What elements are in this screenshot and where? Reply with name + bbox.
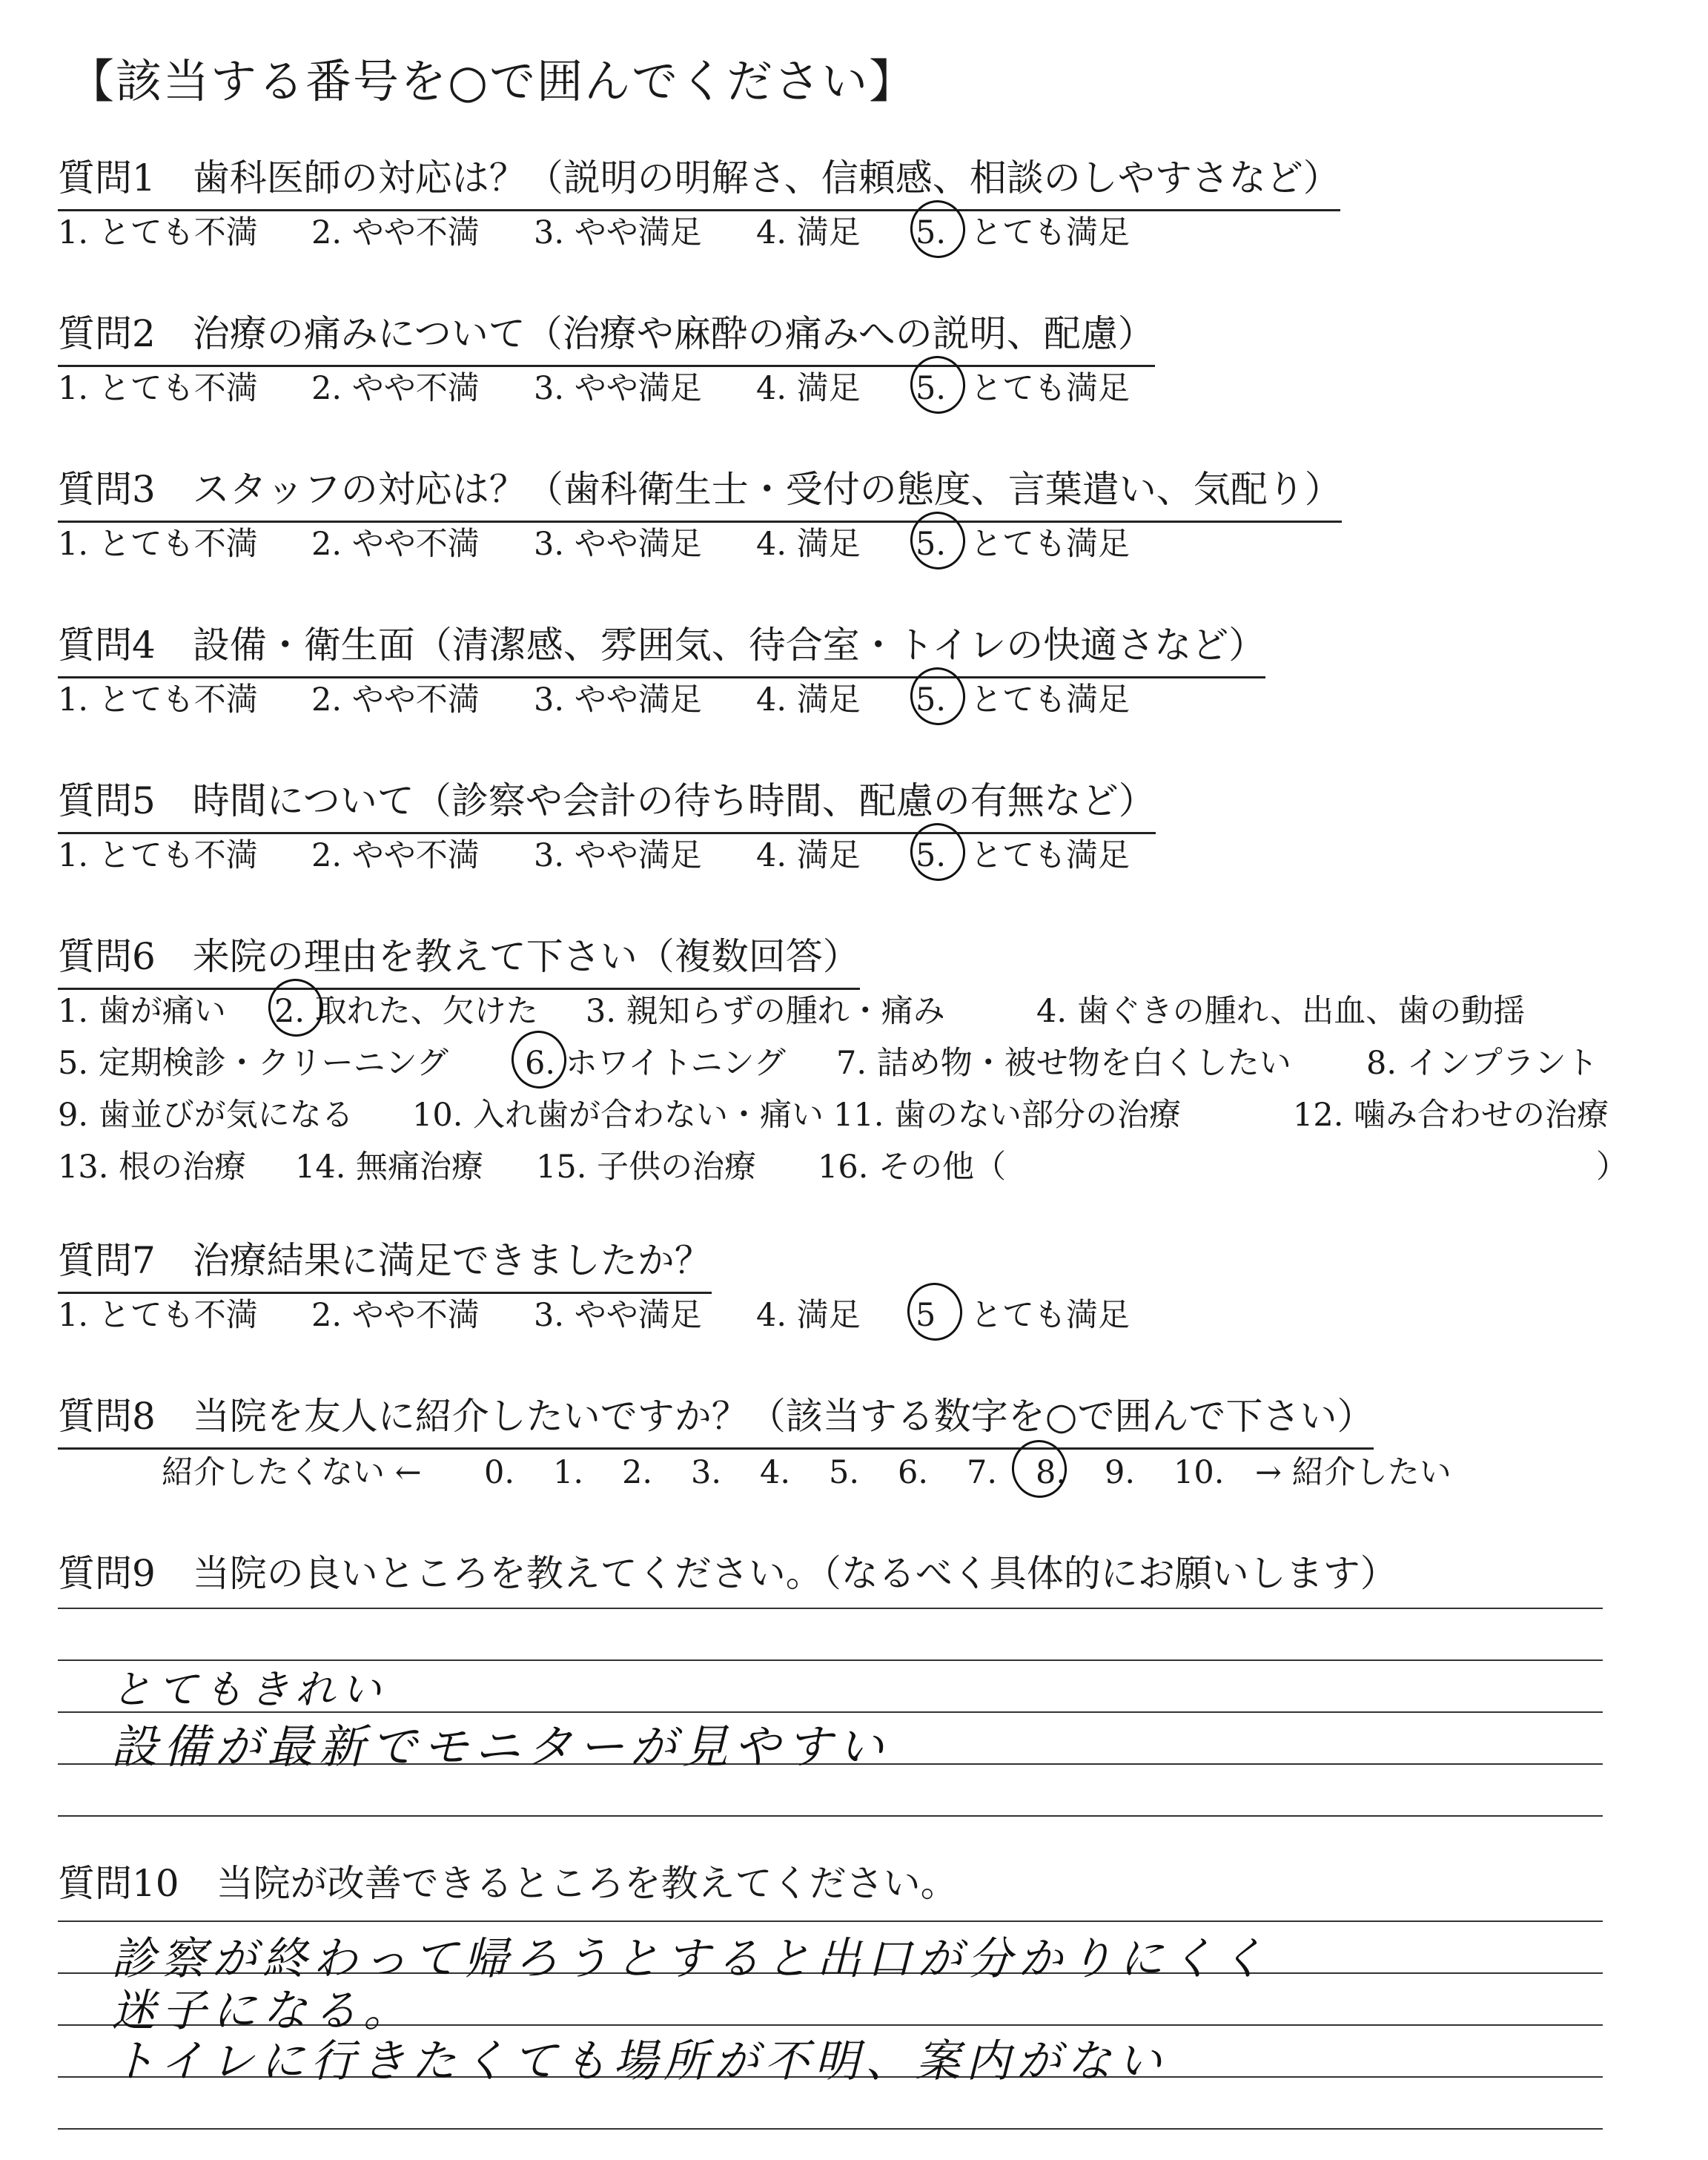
q7-option-5[interactable]: 5 — [916, 1297, 936, 1334]
q8-option-2[interactable]: 2. — [622, 1454, 653, 1491]
q6-row-2 — [58, 1038, 1598, 1083]
q8-left-label: 紹介したくない ← — [162, 1454, 422, 1491]
q6-option-9[interactable]: 9. 歯並びが気になる — [58, 1097, 354, 1134]
question-2: 質問2 治療の痛みについて（治療や麻酔の痛みへの説明、配慮） — [58, 304, 1155, 367]
q3-option-2[interactable]: 2. やや不満 — [311, 526, 480, 563]
q3-option-4[interactable]: 4. 満足 — [756, 526, 861, 563]
q1-option-1[interactable]: 1. とても不満 — [58, 214, 258, 251]
q6-option-16[interactable]: 16. その他（ — [818, 1149, 1007, 1186]
q1-options — [58, 208, 1130, 253]
question-1: 質問1 歯科医師の対応は？（説明の明解さ、信頼感、相談のしやすさなど） — [58, 148, 1340, 211]
q8-option-0[interactable]: 0. — [484, 1454, 515, 1491]
q6-option-2[interactable]: 2. 取れた、欠けた — [274, 993, 538, 1030]
q3-option-5[interactable]: 5. — [916, 526, 947, 563]
q7-option-2[interactable]: 2. やや不満 — [311, 1297, 480, 1334]
q6-option-15[interactable]: 15. 子供の治療 — [536, 1149, 757, 1186]
q6-other-close-paren: ） — [1596, 1149, 1628, 1186]
q5-option-5-label: とても満足 — [970, 837, 1130, 874]
q5-option-3[interactable]: 3. やや満足 — [534, 837, 702, 874]
q5-option-1[interactable]: 1. とても不満 — [58, 837, 258, 874]
q8-option-5[interactable]: 5. — [829, 1454, 860, 1491]
q2-option-4[interactable]: 4. 満足 — [756, 370, 861, 407]
q4-option-4[interactable]: 4. 満足 — [756, 681, 861, 719]
q1-option-4[interactable]: 4. 満足 — [756, 214, 861, 251]
q8-option-9[interactable]: 9. — [1105, 1454, 1136, 1491]
q8-option-1[interactable]: 1. — [553, 1454, 584, 1491]
q5-option-4[interactable]: 4. 満足 — [756, 837, 861, 874]
q2-option-3[interactable]: 3. やや満足 — [534, 370, 702, 407]
q7-option-5-label: とても満足 — [970, 1297, 1130, 1334]
question-10: 質問10 当院が改善できるところを教えてください。 — [58, 1862, 958, 1905]
q8-option-8[interactable]: 8. — [1036, 1454, 1067, 1491]
q7-option-1[interactable]: 1. とても不満 — [58, 1297, 258, 1334]
q4-option-5[interactable]: 5. — [916, 681, 947, 719]
q6-option-13[interactable]: 13. 根の治療 — [58, 1149, 247, 1186]
q10-writing-line — [58, 1920, 1603, 1922]
q4-option-1[interactable]: 1. とても不満 — [58, 681, 258, 719]
q5-option-2[interactable]: 2. やや不満 — [311, 837, 480, 874]
q6-option-8[interactable]: 8. インプラント — [1366, 1045, 1598, 1082]
q4-option-2[interactable]: 2. やや不満 — [311, 681, 480, 719]
q2-options — [58, 363, 1130, 409]
q8-right-label: → 紹介したい — [1255, 1454, 1452, 1491]
q10-answer-line-2[interactable]: 迷子になる。 — [111, 1985, 414, 2037]
q8-option-7[interactable]: 7. — [967, 1454, 998, 1491]
q9-answer-line-2[interactable]: 設備が最新でモニターが見やすい — [111, 1720, 890, 1774]
q9-writing-line — [58, 1608, 1603, 1609]
q6-row-3 — [58, 1090, 1609, 1135]
q6-row-4 — [58, 1142, 1628, 1187]
q6-option-5[interactable]: 5. 定期検診・クリーニング — [58, 1045, 448, 1082]
q2-option-1[interactable]: 1. とても不満 — [58, 370, 258, 407]
q2-option-5[interactable]: 5. — [916, 370, 947, 407]
q3-option-5-label: とても満足 — [970, 526, 1130, 563]
q1-option-3[interactable]: 3. やや満足 — [534, 214, 702, 251]
q5-option-5[interactable]: 5. — [916, 837, 947, 874]
q5-options — [58, 830, 1130, 876]
question-3: 質問3 スタッフの対応は？（歯科衛生士・受付の態度、言葉遣い、気配り） — [58, 460, 1342, 523]
q7-options — [58, 1290, 1130, 1335]
question-7: 質問7 治療結果に満足できましたか？ — [58, 1231, 712, 1294]
q9-writing-line — [58, 1815, 1603, 1817]
q4-option-5-label: とても満足 — [970, 681, 1130, 719]
q8-scale — [162, 1447, 1452, 1493]
q8-option-6[interactable]: 6. — [898, 1454, 929, 1491]
q7-option-4[interactable]: 4. 満足 — [756, 1297, 861, 1334]
q6-option-10[interactable]: 10. 入れ歯が合わない・痛い — [412, 1097, 824, 1134]
question-5: 質問5 時間について（診察や会計の待ち時間、配慮の有無など） — [58, 771, 1156, 834]
q2-option-5-label: とても満足 — [970, 370, 1130, 407]
question-4: 質問4 設備・衛生面（清潔感、雰囲気、待合室・トイレの快適さなど） — [58, 615, 1265, 678]
q10-answer-line-1[interactable]: 診察が終わって帰ろうとすると出口が分かりにくく — [111, 1933, 1271, 1985]
q6-option-3[interactable]: 3. 親知らずの腫れ・痛み — [586, 993, 945, 1030]
q3-options — [58, 519, 1130, 564]
question-8: 質問8 当院を友人に紹介したいですか？（該当する数字を○で囲んで下さい） — [58, 1387, 1374, 1450]
q8-option-4[interactable]: 4. — [760, 1454, 791, 1491]
q4-option-3[interactable]: 3. やや満足 — [534, 681, 702, 719]
q7-option-3[interactable]: 3. やや満足 — [534, 1297, 702, 1334]
question-6: 質問6 来院の理由を教えて下さい（複数回答） — [58, 927, 860, 990]
page-title: 【該当する番号を○で囲んでください】 — [68, 54, 917, 108]
q6-option-1[interactable]: 1. 歯が痛い — [58, 993, 226, 1030]
q4-options — [58, 675, 1130, 720]
q6-option-4[interactable]: 4. 歯ぐきの腫れ、出血、歯の動揺 — [1036, 993, 1526, 1030]
q1-option-2[interactable]: 2. やや不満 — [311, 214, 480, 251]
q6-option-12[interactable]: 12. 噛み合わせの治療 — [1293, 1097, 1609, 1134]
q10-writing-line — [58, 2128, 1603, 2130]
q1-option-5[interactable]: 5. — [916, 214, 947, 251]
q3-option-3[interactable]: 3. やや満足 — [534, 526, 702, 563]
q6-option-7[interactable]: 7. 詰め物・被せ物を白くしたい — [836, 1045, 1291, 1082]
q9-answer-line-1[interactable]: とてもきれい — [111, 1666, 387, 1713]
q8-option-10[interactable]: 10. — [1174, 1454, 1225, 1491]
q2-option-2[interactable]: 2. やや不満 — [311, 370, 480, 407]
q3-option-1[interactable]: 1. とても不満 — [58, 526, 258, 563]
q6-option-6[interactable]: 6. ホワイトニング — [525, 1045, 786, 1082]
q10-answer-line-3[interactable]: トイレに行きたくても場所が不明、案内がない — [111, 2035, 1168, 2087]
q6-option-14[interactable]: 14. 無痛治療 — [295, 1149, 484, 1186]
question-9: 質問9 当院の良いところを教えてください。（なるべく具体的にお願いします） — [58, 1552, 1397, 1595]
q6-option-11[interactable]: 11. 歯のない部分の治療 — [833, 1097, 1182, 1134]
q1-option-5-label: とても満足 — [970, 214, 1130, 251]
q8-option-3[interactable]: 3. — [691, 1454, 722, 1491]
